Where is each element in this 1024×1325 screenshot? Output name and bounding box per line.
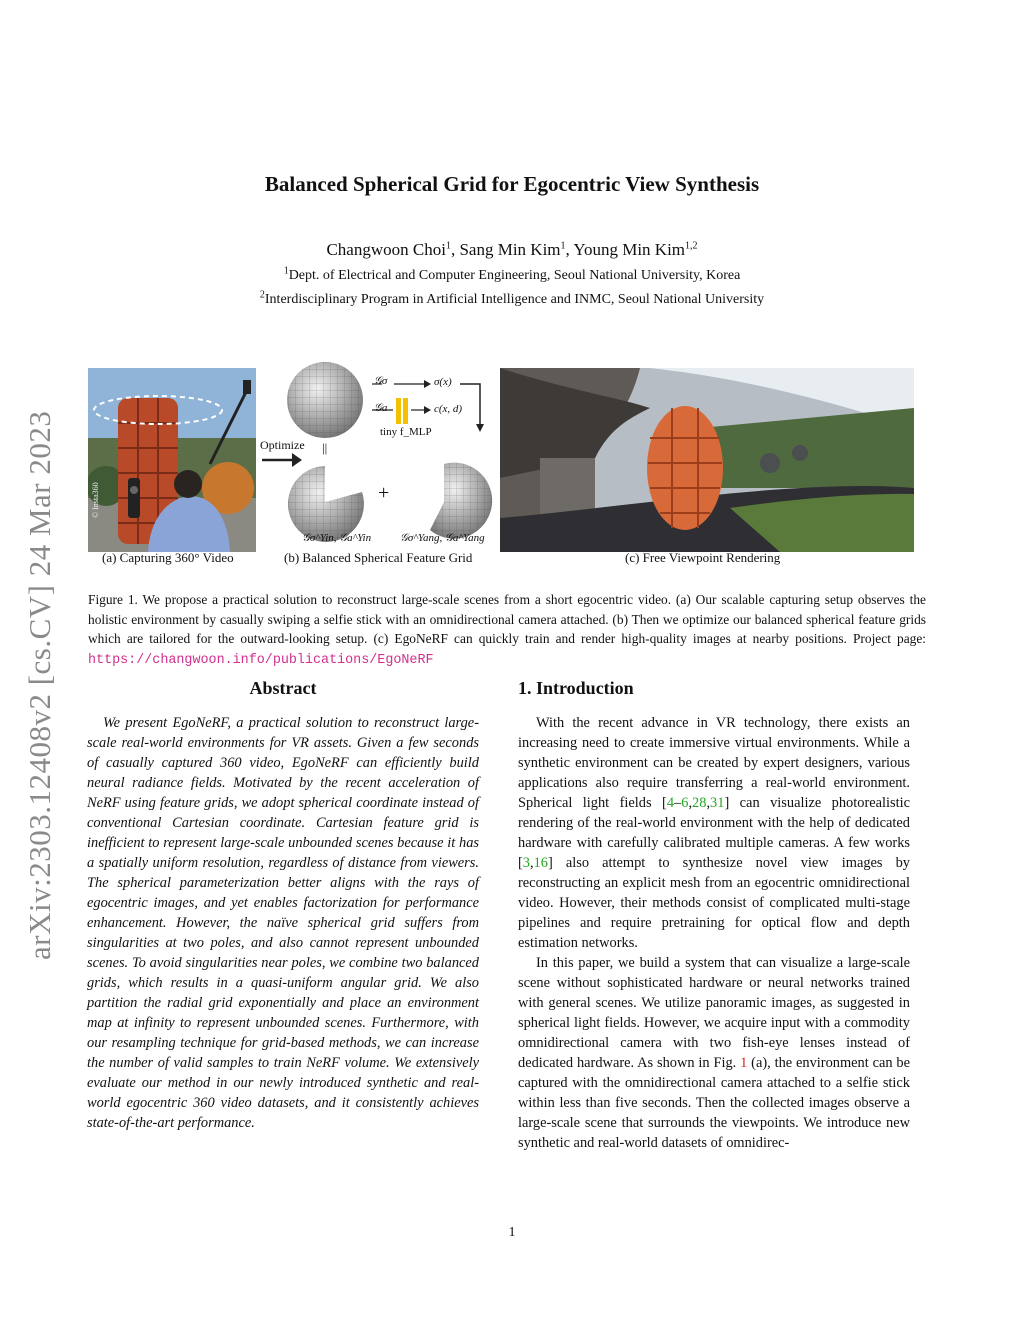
abstract-body: We present EgoNeRF, a practical solution to reconstruct large-scale real-world environments for VR assets. Given a few seconds of casually captured 360 video, EgoNeRF can efficiently build neural radiance fields. Motivated by the recent acceleration of NeRF using feature grids, we adopt spherical coordinate instead of conventional Cartesian coordinate. Cartesian feature grid is inefficient to represent large-scale unbounded scenes because it has a spatially uniform resolution, regardless of distance from viewers. The spherical parameterization better aligns with the rays of egocentric images, and yet enables factorization for performance enhancement. However, the naïve spherical grid suffers from singularities at two poles, and also cannot represent unbounded scenes. To avoid singularities near poles, we combine two balanced grids, which results in a quasi-uniform angular grid. We also partition the radial grid exponentially and place an environment map at infinity to represent unbounded scenes. Furthermore, with our resampling technique for grid-based methods, we can increase the number of valid samples to train NeRF volume. We extensively evaluate our method in our newly introduced synthetic and real-world egocentric 360 video datasets, and it consistently achieves state-of-the-art performance.: [87, 715, 479, 1131]
introduction-heading: 1. Introduction: [518, 678, 634, 698]
citation-link[interactable]: 4: [666, 795, 675, 811]
rendered-panorama: [500, 368, 914, 552]
author-name: Changwoon Choi: [326, 240, 446, 259]
subcaption-c: (c) Free Viewpoint Rendering: [625, 550, 781, 565]
author-affiliation-mark: 1: [445, 240, 451, 252]
figure-reference-link[interactable]: 1: [740, 1055, 748, 1071]
author-list: Changwoon Choi$^1$, Sang Min Kim$^1$, Young Min Kim$^{1,2}$: [326, 240, 698, 259]
citation-link[interactable]: 28: [692, 795, 707, 811]
yin-grid-label: 𝒢σ^Yin, 𝒢a^Yin: [302, 532, 372, 544]
intro-paragraph-1: With the recent advance in VR technology, there exists an increasing need to create immersive virtual environments. While a synthetic environment can be created by expert designers, various applications also require transferring a real-world environment. Spherical light fields [4–6,28,31] can visualize photorealistic rendering of the real-world environment with the help of dedicated hardware with carefully calibrated multiple cameras. A few works [3,16] also attempt to synthesize novel view images by reconstructing an explicit mesh from an egocentric omnidirectional video. However, their methods consist of complicated multi-stage pipelines and require pretraining for optical flow and depth estimation networks.: [518, 715, 910, 951]
rendered-tower: [647, 406, 723, 530]
project-page-link[interactable]: https://changwoon.info/publications/EgoNeRF: [88, 652, 434, 668]
affiliation-2: $^2$Interdisciplinary Program in Artificial Intelligence and INMC, Seoul National University: [259, 289, 765, 307]
color-output: c(x, d): [434, 403, 463, 415]
introduction-section: [518, 678, 910, 1153]
optimize-label: Optimize: [260, 438, 305, 452]
abstract-section: [87, 678, 479, 1133]
photo-watermark: © Insta360: [91, 482, 100, 518]
yang-grid-label: 𝒢σ^Yang, 𝒢a^Yang: [400, 532, 485, 544]
paper-title: Balanced Spherical Grid for Egocentric View Synthesis: [264, 172, 760, 196]
subcaption-a: (a) Capturing 360° Video: [102, 550, 234, 565]
citation-link[interactable]: 16: [533, 855, 548, 871]
author-name: Young Min Kim: [573, 240, 686, 259]
arxiv-identifier: arXiv:2303.12408v2 [cs.CV] 24 Mar 2023: [22, 410, 57, 960]
citation-link[interactable]: 3: [522, 855, 530, 871]
equals-sign: ||: [322, 440, 328, 455]
citation-link[interactable]: 31: [710, 795, 725, 811]
sigma-output: σ(x): [434, 376, 452, 388]
teaser-figure: [88, 362, 914, 578]
abstract-heading: Abstract: [249, 678, 317, 698]
capture-photo: [88, 368, 256, 552]
citation-link[interactable]: 6: [681, 795, 689, 811]
g-a-label: 𝒢a: [374, 402, 388, 414]
g-sigma-label: 𝒢σ: [374, 375, 388, 387]
tiny-mlp-label: tiny f_MLP: [380, 426, 432, 438]
affiliation-1: $^1$Dept. of Electrical and Computer Engineering, Seoul National University, Korea: [283, 265, 741, 283]
author-affiliation-mark: 1,2: [685, 240, 698, 252]
figure-caption: Figure 1. We propose a practical solution to reconstruct large-scale scenes from a short egocentric video. (a) Our scalable capturing setup observes the holistic environment by casually swiping a selfie stick with an omnidirectional camera attached. (b) Then we optimize our balanced spherical feature grids which are tailored for the outward-looking setup. (c) EgoNeRF can quickly train and render high-quality images at nearby positions. Project page: https://changwoon.info/publications/EgoNeRF: [88, 592, 926, 668]
page-number: 1: [508, 1225, 516, 1240]
subcaption-b: (b) Balanced Spherical Feature Grid: [284, 550, 473, 565]
intro-paragraph-2: In this paper, we build a system that can visualize a large-scale scene without sophisticated hardware or neural networks trained with general scenes. We utilize panoramic images, as suggested in spherical light fields. However, we acquire input with a commodity omnidirectional camera with two fish-eye lenses instead of dedicated hardware. As shown in Fig. 1 (a), the environment can be captured with the omnidirectional camera attached to a selfie stick within less than five seconds. Then the collected images observe a large-scale scene that surrounds the viewpoints. We introduce new synthetic and real-world datasets of omnidirec-: [518, 955, 910, 1151]
plus-sign: +: [378, 482, 390, 504]
author-affiliation-mark: 1: [560, 240, 566, 252]
author-name: Sang Min Kim: [459, 240, 561, 259]
